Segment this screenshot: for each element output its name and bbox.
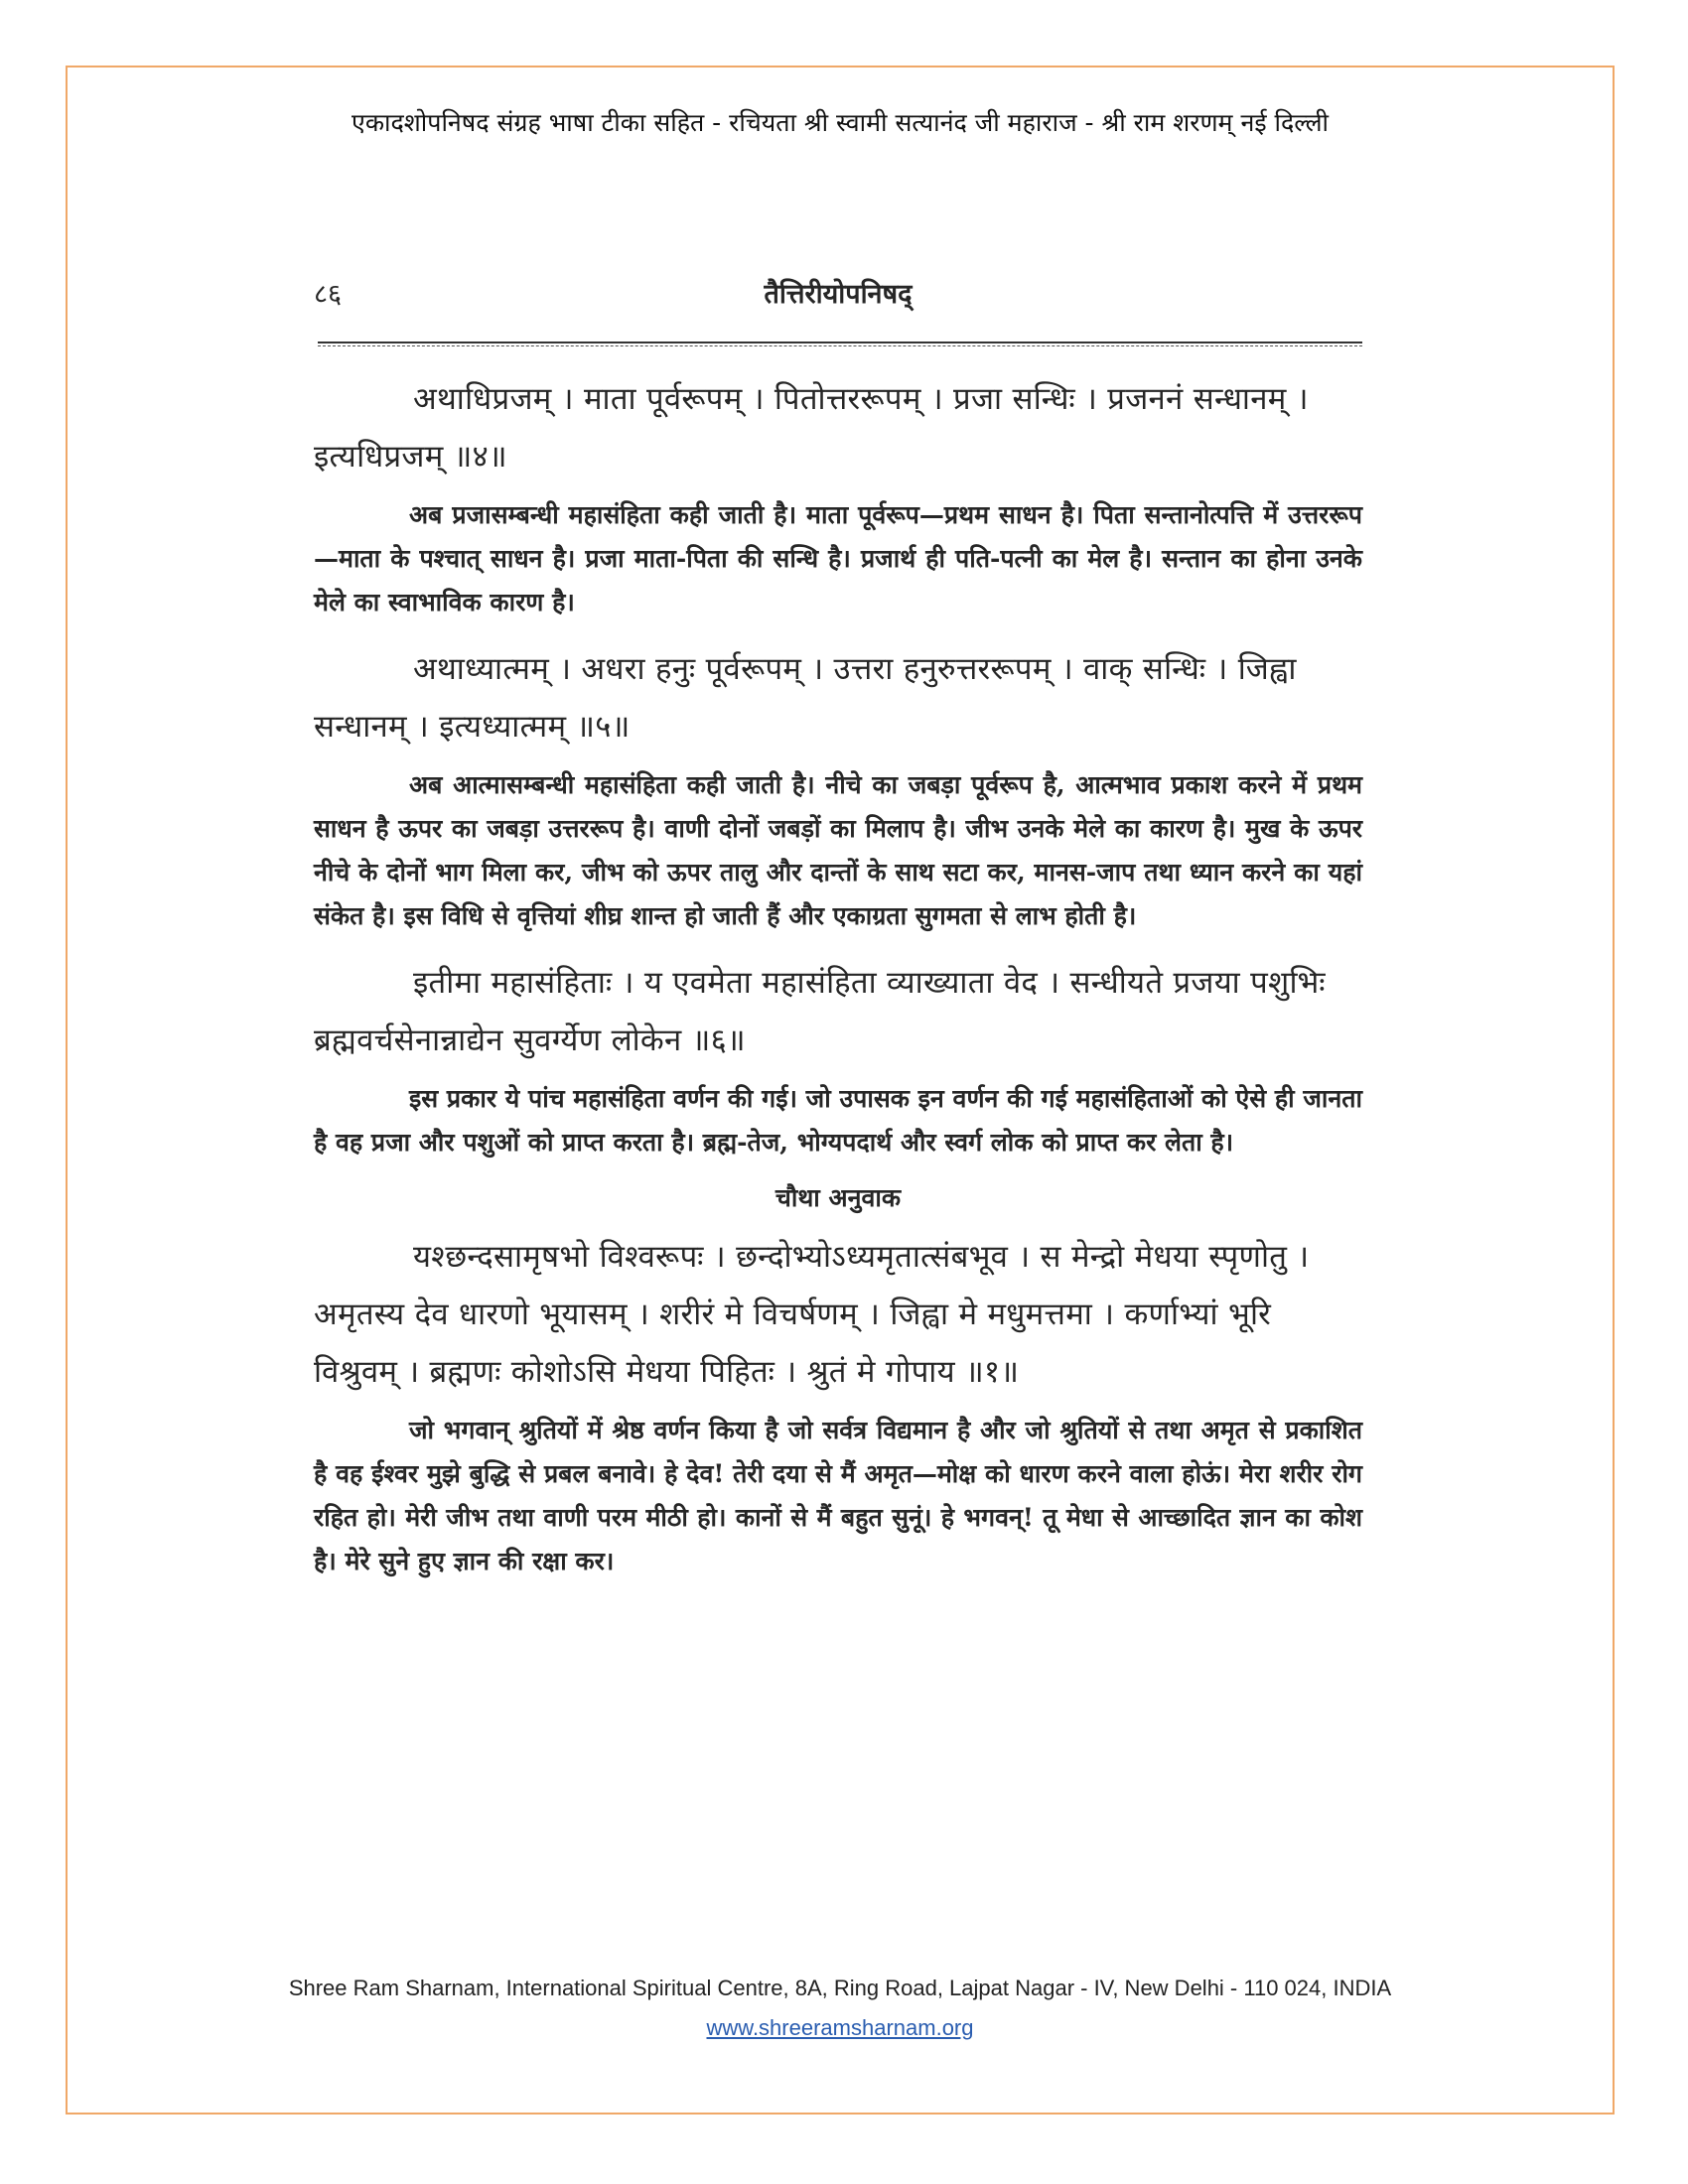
running-title: तैत्तिरीयोपनिषद्: [764, 279, 913, 310]
anuvaka-4-verse-1: यश्छन्दसामृषभो विश्वरूपः । छन्दोभ्योऽध्यमृतात्संबभूव । स मेन्द्रो मेधया स्पृणोतु । अमृतस्य देव धारणो भूयासम् । शरीरं मे विचर्षणम् । जिह्वा मे मधुमत्तमा । कर्णाभ्यां भूरि विश्रुवम् । ब्रह्मणः कोशोऽसि मेधया पिहितः । श्रुतं मे गोपाय ॥१॥: [314, 1239, 1310, 1390]
header-rule: [318, 341, 1362, 346]
section-heading: चौथा अनुवाक: [774, 1183, 902, 1212]
verse-4: अथाधिप्रजम् । माता पूर्वरूपम् । पितोत्तररूपम् । प्रजा सन्धिः । प्रजननं सन्धानम् । इत्यधिप्रजम् ॥४॥: [314, 381, 1309, 475]
gloss-verse-5: अब आत्मासम्बन्धी महासंहिता कही जाती है। नीचे का जबड़ा पूर्वरूप है, आत्मभाव प्रकाश करने में प्रथम साधन है ऊपर का जबड़ा उत्तररूप है। वाणी दोनों जबड़ों का मिलाप है। जीभ उनके मेले का कारण है। मुख के ऊपर नीचे के दोनों भाग मिला कर, जीभ को ऊपर तालु और दान्तों के साथ सटा कर, मानस-जाप तथा ध्यान करने का यहां संकेत है। इस विधि से वृत्तियां शीघ्र शान्त हो जाती हैं और एकाग्रता सुगमता से लाभ होती है।: [314, 770, 1362, 930]
footer-link-container: [66, 2015, 1615, 2041]
gloss-verse-4: अब प्रजासम्बन्धी महासंहिता कही जाती है। माता पूर्वरूप—प्रथम साधन है। पिता सन्तानोत्पत्ति में उत्तररूप—माता के पश्चात् साधन है। प्रजा माता-पिता की सन्धि है। प्रजार्थ ही पति-पत्नी का मेल है। सन्तान का होना उनके मेले का स्वाभाविक कारण है।: [314, 500, 1362, 616]
website-link[interactable]: www.shreeramsharnam.org: [706, 2015, 974, 2040]
gloss-anuvaka-4-verse-1: जो भगवान् श्रुतियों में श्रेष्ठ वर्णन किया है जो सर्वत्र विद्यमान है और जो श्रुतियों से तथा अमृत से प्रकाशित है वह ईश्वर मुझे बुद्धि से प्रबल बनावे। हे देव! तेरी दया से मैं अमृत—मोक्ष को धारण करने वाला होऊं। मेरा शरीर रोग रहित हो। मेरी जीभ तथा वाणी परम मीठी हो। कानों से मैं बहुत सुनूं। हे भगवन्! तू मेधा से आच्छादित ज्ञान का कोश है। मेरे सुने हुए ज्ञान की रक्षा कर।: [314, 1416, 1362, 1575]
gloss-verse-6: इस प्रकार ये पांच महासंहिता वर्णन की गई। जो उपासक इन वर्णन की गई महासंहिताओं को ऐसे ही जानता है वह प्रजा और पशुओं को प्राप्त करता है। ब्रह्म-तेज, भोग्यपदार्थ और स्वर्ग लोक को प्राप्त कर लेता है।: [314, 1084, 1362, 1157]
verse-5: अथाध्यात्मम् । अधरा हनुः पूर्वरूपम् । उत्तरा हनुरुत्तररूपम् । वाक् सन्धिः । जिह्वा सन्धानम् । इत्यध्यात्मम् ॥५॥: [314, 651, 1297, 745]
running-head: [314, 268, 1362, 318]
verse-6: इतीमा महासंहिताः । य एवमेता महासंहिता व्याख्याता वेद । सन्धीयते प्रजया पशुभिः ब्रह्मवर्चसेनान्नाद्येन सुवर्ग्येण लोकेन ॥६॥: [314, 965, 1326, 1058]
document-header: एकादशोपनिषद संग्रह भाषा टीका सहित - रचियता श्री स्वामी सत्यानंद जी महाराज - श्री राम शरणम् नई दिल्ली: [352, 108, 1329, 137]
scanned-page: [314, 268, 1362, 1599]
footer-address: Shree Ram Sharnam, International Spiritual Centre, 8A, Ring Road, Lajpat Nagar - IV, New Delhi - 110 024, INDIA: [288, 1976, 1392, 2000]
page-number: ८६: [314, 279, 343, 310]
